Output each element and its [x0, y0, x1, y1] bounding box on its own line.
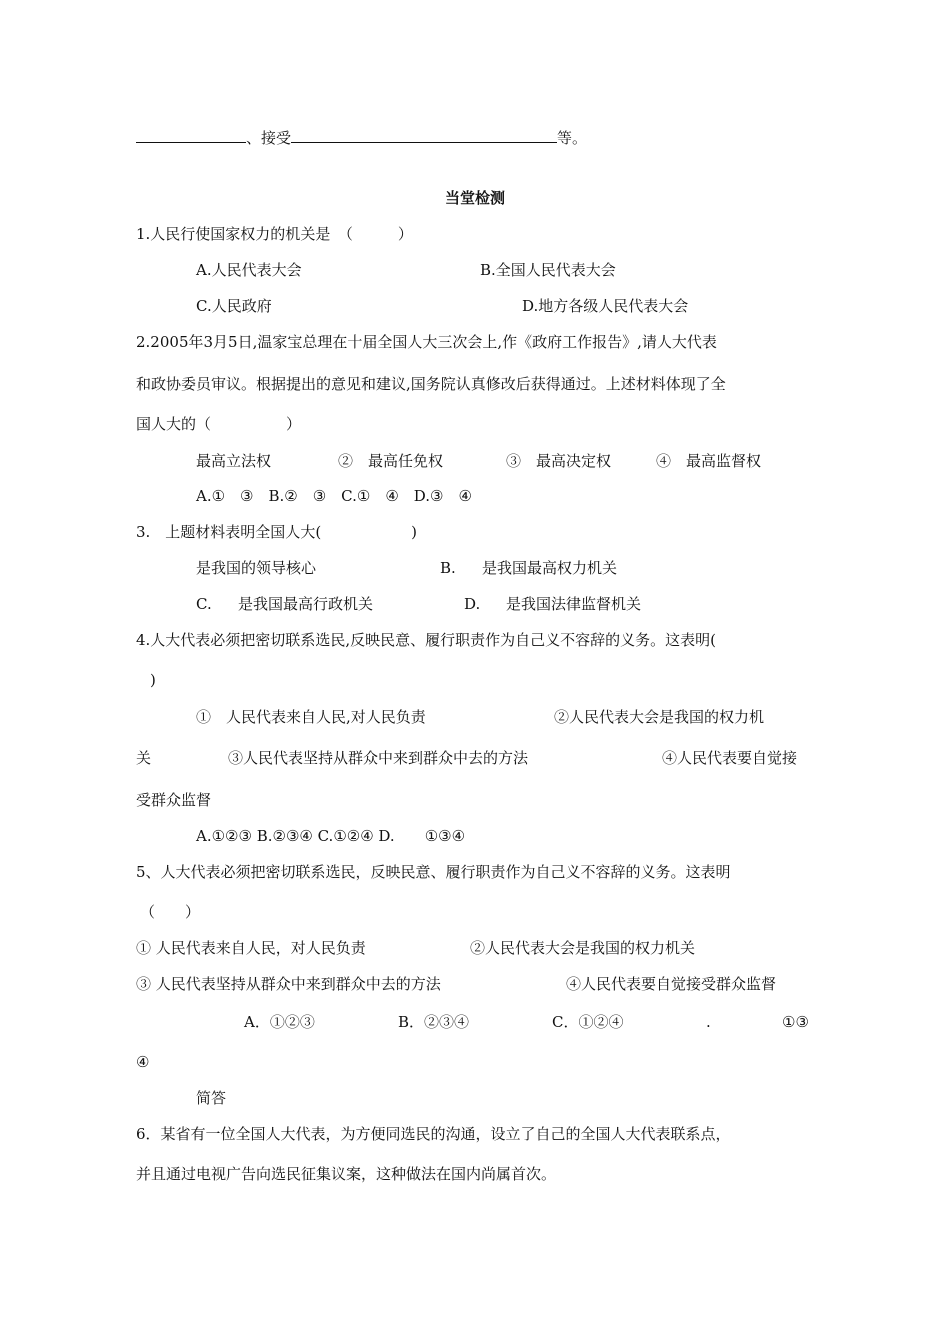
q2-answer-options: A.① ③ B.② ③ C.① ④ D.③ ④ [196, 487, 472, 505]
q1-option-a: A.人民代表大会 [196, 261, 302, 279]
q5-option-c: C．①②④ [552, 1013, 624, 1031]
q3-option-a: 是我国的领导核心 [196, 559, 317, 577]
q2-statement-3: ③ 最高决定权 [506, 452, 612, 470]
text-etc: 等。 [557, 129, 588, 147]
q3-option-b: 是我国最高权力机关 [482, 559, 618, 577]
q1-option-d: D.地方各级人民代表大会 [522, 297, 689, 315]
question-2-line-3: 国人大的（ ） [136, 415, 302, 433]
question-4-line-2: ) [150, 671, 156, 689]
q5-option-b: B．②③④ [398, 1013, 470, 1031]
section-title: 当堂检测 [444, 189, 505, 207]
q3-option-c: 是我国最高行政机关 [238, 595, 374, 613]
q4-statement-4: ④人民代表要自觉接 [662, 749, 798, 767]
q1-option-b: B.全国人民代表大会 [480, 261, 616, 279]
q1-option-c: C.人民政府 [196, 297, 272, 315]
q5-option-a: A．①②③ [244, 1013, 315, 1031]
q3-option-d-letter: D. [464, 595, 481, 613]
question-3-stem: 3. 上题材料表明全国人大( ) [136, 523, 418, 541]
q4-statement-2-tail: 关 [136, 749, 152, 767]
text-accept: 、接受 [246, 129, 292, 147]
q4-statement-3: ③人民代表坚持从群众中来到群众中去的方法 [228, 749, 529, 767]
q5-statement-3: ③ 人民代表坚持从群众中来到群众中去的方法 [136, 975, 441, 993]
question-5-line-1: 5、人大代表必须把密切联系选民，反映民意、履行职责作为自己义不容辞的义务。这表明 [136, 863, 731, 881]
q3-option-b-letter: B. [440, 559, 456, 577]
question-2-line-2: 和政协委员审议。根据提出的意见和建议,国务院认真修改后获得通过。上述材料体现了全 [136, 375, 726, 393]
question-2-line-1: 2.2005年3月5日,温家宝总理在十届全国人大三次会上,作《政府工作报告》,请人大代表 [136, 333, 717, 351]
question-1-stem: 1.人民行使国家权力的机关是 （ ） [136, 225, 413, 243]
q4-statement-2: ②人民代表大会是我国的权力机 [554, 708, 765, 726]
q5-statement-1: ① 人民代表来自人民，对人民负责 [136, 939, 366, 957]
q4-statement-1: ① 人民代表来自人民,对人民负责 [196, 708, 426, 726]
q3-option-c-letter: C. [196, 595, 212, 613]
q2-statement-4: ④ 最高监督权 [656, 452, 762, 470]
q2-statement-1: 最高立法权 [196, 452, 272, 470]
question-5-line-2: （ ） [140, 903, 201, 921]
q5-option-d: ①③ [782, 1013, 809, 1031]
fill-in-line [136, 128, 587, 148]
q4-answer-options: A.①②③ B.②③④ C.①②④ D. ①③④ [196, 827, 466, 845]
q2-statement-2: ② 最高任免权 [338, 452, 444, 470]
q5-option-d-tail: ④ [136, 1053, 150, 1071]
q5-statement-4: ④人民代表要自觉接受群众监督 [566, 975, 777, 993]
short-answer-heading: 简答 [196, 1089, 227, 1107]
q5-option-d-dot: . [706, 1013, 711, 1031]
question-4-line-1: 4.人大代表必须把密切联系选民,反映民意、履行职责作为自己义不容辞的义务。这表明( [136, 631, 716, 649]
question-6-line-1: 6．某省有一位全国人大代表，为方便同选民的沟通，设立了自己的全国人大代表联系点， [136, 1125, 731, 1143]
answer-blank [291, 128, 557, 143]
question-6-line-2: 并且通过电视广告向选民征集议案，这种做法在国内尚属首次。 [136, 1165, 557, 1183]
q3-option-d: 是我国法律监督机关 [506, 595, 642, 613]
q5-statement-2: ②人民代表大会是我国的权力机关 [470, 939, 696, 957]
q4-statement-4-tail: 受群众监督 [136, 791, 212, 809]
answer-blank [136, 128, 246, 143]
